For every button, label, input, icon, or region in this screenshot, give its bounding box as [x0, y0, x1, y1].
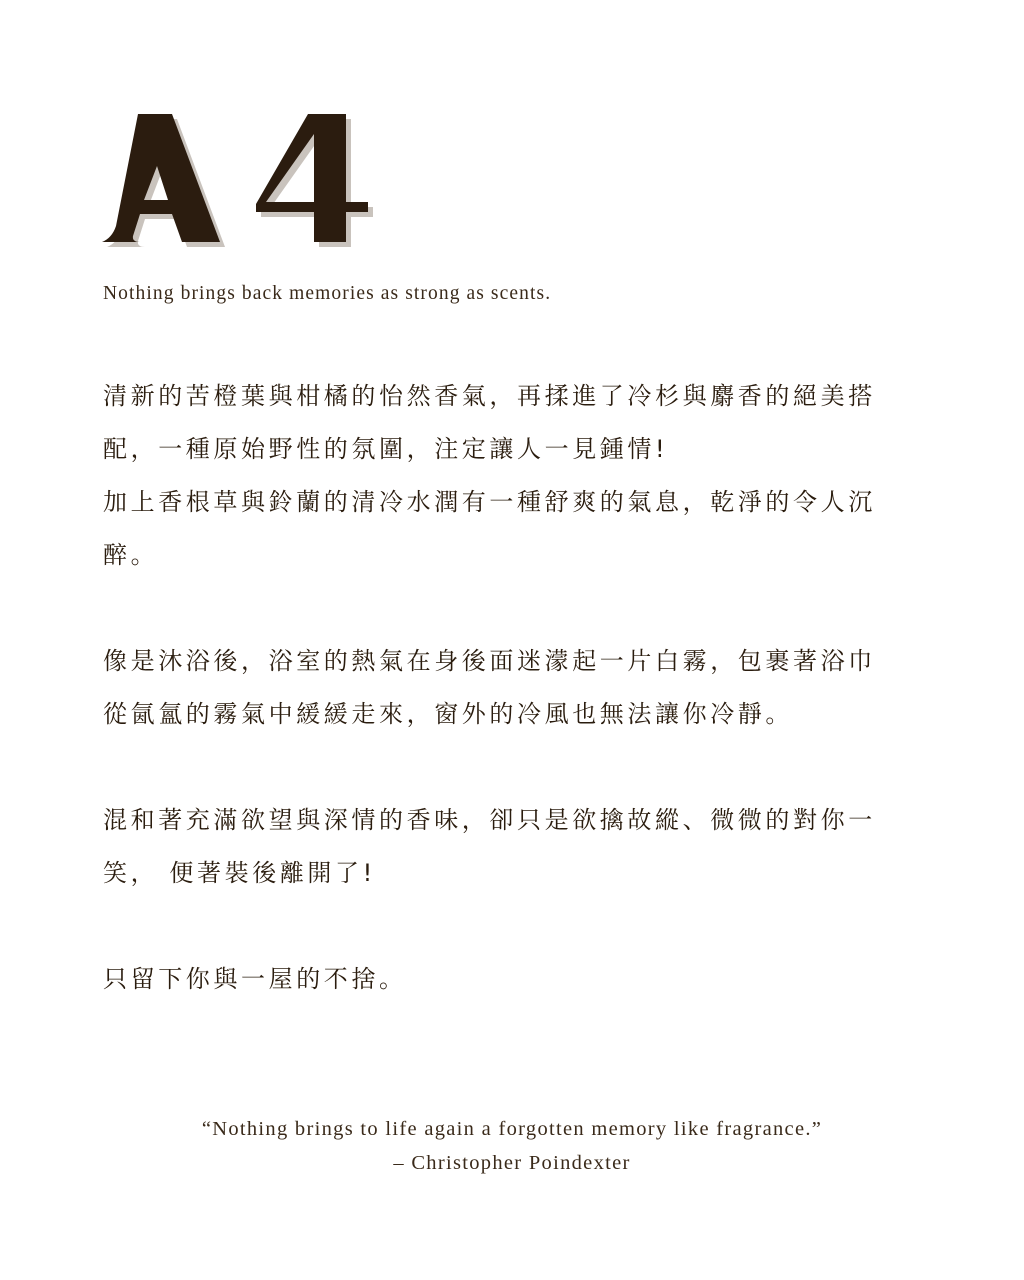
quote-text: “Nothing brings to life again a forgotten memory like fragrance.” — [201, 1118, 823, 1140]
logo-a4-graphic — [100, 108, 390, 258]
quote-block — [0, 1112, 1024, 1180]
paragraph-2: 像是沐浴後，浴室的熱氣在身後面迷濛起一片白霧，包裹著浴巾 從氤氳的霧氣中緩緩走來，窗外的冷風也無法讓你冷靜。 — [103, 647, 876, 728]
brand-logo — [100, 108, 390, 258]
paragraph-4: 只留下你與一屋的不捨。 — [103, 965, 407, 993]
quote-author: – Christopher Poindexter — [393, 1152, 631, 1174]
body-text — [103, 370, 943, 1006]
paragraph-1: 清新的苦橙葉與柑橘的怡然香氣，再揉進了冷杉與麝香的絕美搭 配，一種原始野性的氛圍，注定讓人一見鍾情! 加上香根草與鈴蘭的清冷水潤有一種舒爽的氣息，乾淨的令人沉 醉。 — [103, 382, 876, 569]
tagline: Nothing brings back memories as strong as scents. — [103, 283, 552, 304]
paragraph-3: 混和著充滿欲望與深情的香味，卻只是欲擒故縱、微微的對你一 笑， 便著裝後離開了! — [103, 806, 876, 887]
